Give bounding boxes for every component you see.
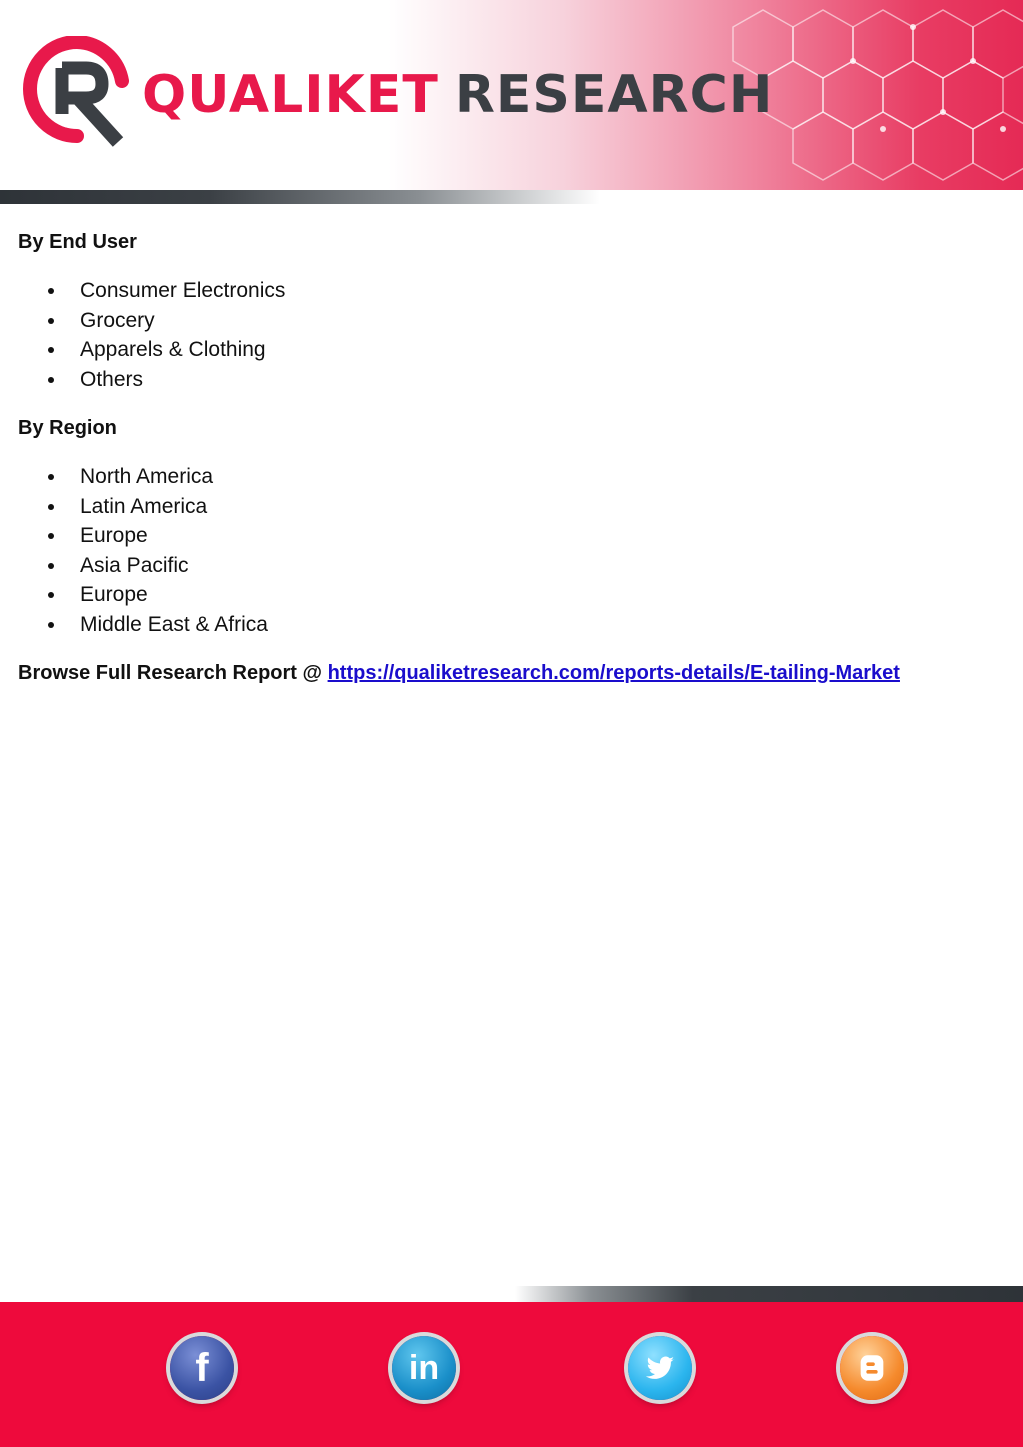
bullet-icon — [48, 504, 54, 510]
bullet-icon — [48, 474, 54, 480]
list-item-label: Europe — [80, 583, 148, 606]
brand-word-research: RESEARCH — [454, 65, 774, 125]
list-item-label: Consumer Electronics — [80, 279, 286, 302]
list-item-label: Apparels & Clothing — [80, 338, 266, 361]
list-item-label: Grocery — [80, 308, 155, 332]
linkedin-icon[interactable]: in — [392, 1336, 456, 1400]
list-item-label: Asia Pacific — [80, 553, 189, 577]
list-item-label: Latin America — [80, 494, 208, 518]
list-item — [18, 276, 1008, 306]
list-item — [18, 462, 1008, 492]
header-divider — [0, 190, 600, 204]
report-link[interactable]: https://qualiketresearch.com/reports-details/E-tailing-Market — [327, 662, 900, 684]
facebook-icon[interactable]: f — [170, 1336, 234, 1400]
blogger-icon[interactable] — [840, 1336, 904, 1400]
twitter-icon[interactable] — [628, 1336, 692, 1400]
section-title-end-user: By End User — [18, 231, 137, 253]
brand-word-qualiket: QUALIKET — [142, 65, 439, 125]
bullet-icon — [48, 533, 54, 539]
browse-label: Browse Full Research Report @ — [18, 662, 323, 684]
list-item — [18, 306, 1008, 336]
list-item — [18, 580, 1008, 610]
list-item — [18, 551, 1008, 581]
list-item — [18, 335, 1008, 365]
blogger-glyph — [855, 1351, 889, 1385]
list-item — [18, 521, 1008, 551]
page-header — [0, 0, 1023, 190]
end-user-list — [18, 276, 1008, 394]
list-item-label: Middle East & Africa — [80, 612, 268, 636]
list-item — [18, 365, 1008, 395]
list-item — [18, 610, 1008, 640]
footer-divider — [515, 1286, 1023, 1302]
browse-report-line — [18, 657, 1008, 689]
region-list — [18, 462, 1008, 639]
brand-name — [142, 62, 773, 128]
bullet-icon — [48, 318, 54, 324]
bullet-icon — [48, 377, 54, 383]
list-item — [18, 492, 1008, 522]
list-item-label: North America — [80, 465, 214, 488]
twitter-bird-glyph — [643, 1351, 677, 1385]
bullet-icon — [48, 288, 54, 294]
bullet-icon — [48, 622, 54, 628]
qualiket-logo-icon — [22, 36, 132, 148]
bullet-icon — [48, 563, 54, 569]
list-item-label: Others — [80, 367, 144, 391]
section-title-region: By Region — [18, 417, 117, 439]
bullet-icon — [48, 347, 54, 353]
bullet-icon — [48, 592, 54, 598]
document-body — [18, 226, 1008, 689]
list-item-label: Europe — [80, 524, 148, 547]
